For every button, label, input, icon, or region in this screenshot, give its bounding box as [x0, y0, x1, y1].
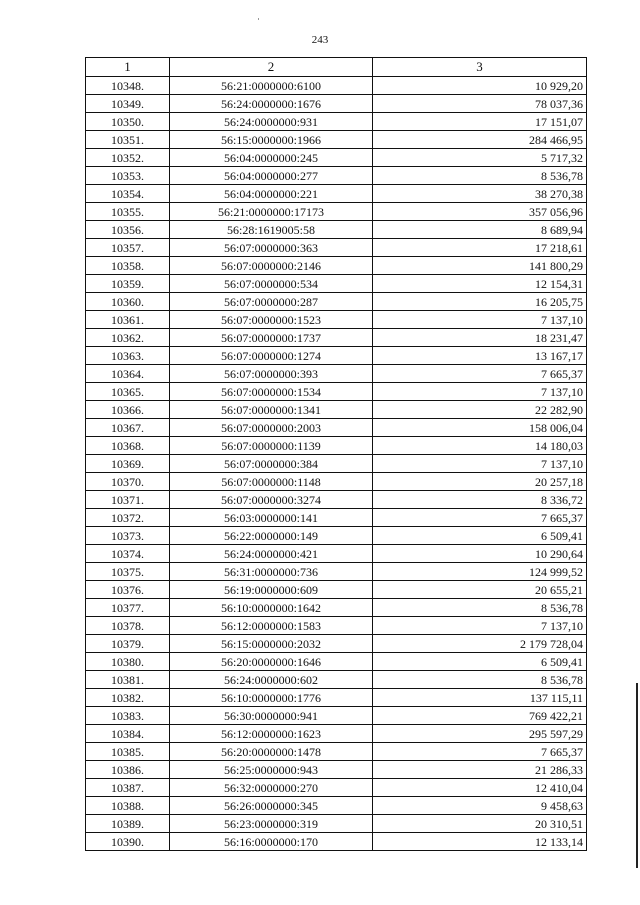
cadastral-number: 56:22:0000000:149: [170, 527, 373, 545]
amount: 8 536,78: [373, 599, 587, 617]
amount: 9 458,63: [373, 797, 587, 815]
amount: 14 180,03: [373, 437, 587, 455]
row-number: 10358.: [86, 257, 170, 275]
amount: 7 665,37: [373, 743, 587, 761]
row-number: 10381.: [86, 671, 170, 689]
amount: 17 218,61: [373, 239, 587, 257]
row-number: 10371.: [86, 491, 170, 509]
amount: 12 410,04: [373, 779, 587, 797]
row-number: 10373.: [86, 527, 170, 545]
table-row: [86, 311, 587, 329]
table-row: [86, 419, 587, 437]
table-row: [86, 761, 587, 779]
amount: 12 133,14: [373, 833, 587, 851]
amount: 20 257,18: [373, 473, 587, 491]
row-number: 10369.: [86, 455, 170, 473]
row-number: 10385.: [86, 743, 170, 761]
table-row: [86, 347, 587, 365]
table-row: [86, 671, 587, 689]
cadastral-number: 56:04:0000000:277: [170, 167, 373, 185]
cadastral-number: 56:15:0000000:2032: [170, 635, 373, 653]
row-number: 10368.: [86, 437, 170, 455]
cadastral-number: 56:07:0000000:534: [170, 275, 373, 293]
amount: 8 536,78: [373, 671, 587, 689]
amount: 16 205,75: [373, 293, 587, 311]
amount: 6 509,41: [373, 653, 587, 671]
amount: 10 929,20: [373, 77, 587, 95]
table-row: [86, 383, 587, 401]
row-number: 10363.: [86, 347, 170, 365]
amount: 7 137,10: [373, 311, 587, 329]
cadastral-number: 56:20:0000000:1646: [170, 653, 373, 671]
row-number: 10367.: [86, 419, 170, 437]
amount: 7 665,37: [373, 365, 587, 383]
row-number: 10354.: [86, 185, 170, 203]
table-row: [86, 221, 587, 239]
cadastral-number: 56:21:0000000:17173: [170, 203, 373, 221]
table-row: [86, 293, 587, 311]
table-row: [86, 257, 587, 275]
table-row: [86, 113, 587, 131]
amount: 769 422,21: [373, 707, 587, 725]
amount: 12 154,31: [373, 275, 587, 293]
row-number: 10384.: [86, 725, 170, 743]
cadastral-number: 56:19:0000000:609: [170, 581, 373, 599]
amount: 20 310,51: [373, 815, 587, 833]
amount: 158 006,04: [373, 419, 587, 437]
cadastral-number: 56:07:0000000:393: [170, 365, 373, 383]
table-row: [86, 455, 587, 473]
cadastral-number: 56:07:0000000:363: [170, 239, 373, 257]
row-number: 10390.: [86, 833, 170, 851]
row-number: 10380.: [86, 653, 170, 671]
table-row: [86, 131, 587, 149]
amount: 21 286,33: [373, 761, 587, 779]
row-number: 10383.: [86, 707, 170, 725]
row-number: 10372.: [86, 509, 170, 527]
row-number: 10389.: [86, 815, 170, 833]
column-header-3: 3: [373, 58, 587, 77]
cadastral-number: 56:28:1619005:58: [170, 221, 373, 239]
cadastral-number: 56:07:0000000:3274: [170, 491, 373, 509]
cadastral-number: 56:15:0000000:1966: [170, 131, 373, 149]
cadastral-number: 56:07:0000000:384: [170, 455, 373, 473]
row-number: 10362.: [86, 329, 170, 347]
table-row: [86, 149, 587, 167]
row-number: 10388.: [86, 797, 170, 815]
table-row: [86, 203, 587, 221]
table-row: [86, 491, 587, 509]
table-row: [86, 167, 587, 185]
amount: 7 665,37: [373, 509, 587, 527]
cadastral-number: 56:07:0000000:1148: [170, 473, 373, 491]
table-row: [86, 635, 587, 653]
cadastral-number: 56:07:0000000:1139: [170, 437, 373, 455]
row-number: 10378.: [86, 617, 170, 635]
table-row: [86, 743, 587, 761]
row-number: 10366.: [86, 401, 170, 419]
table-row: [86, 95, 587, 113]
row-number: 10350.: [86, 113, 170, 131]
row-number: 10379.: [86, 635, 170, 653]
amount: 38 270,38: [373, 185, 587, 203]
row-number: 10349.: [86, 95, 170, 113]
cadastral-number: 56:32:0000000:270: [170, 779, 373, 797]
amount: 5 717,32: [373, 149, 587, 167]
row-number: 10357.: [86, 239, 170, 257]
table-row: [86, 725, 587, 743]
row-number: 10359.: [86, 275, 170, 293]
table-row: [86, 275, 587, 293]
table-row: [86, 509, 587, 527]
table-row: [86, 833, 587, 851]
row-number: 10355.: [86, 203, 170, 221]
amount: 8 336,72: [373, 491, 587, 509]
amount: 7 137,10: [373, 617, 587, 635]
cadastral-number: 56:07:0000000:1737: [170, 329, 373, 347]
row-number: 10370.: [86, 473, 170, 491]
table-row: [86, 653, 587, 671]
table-row: [86, 239, 587, 257]
table-row: [86, 779, 587, 797]
cadastral-number: 56:10:0000000:1642: [170, 599, 373, 617]
column-header-2: 2: [170, 58, 373, 77]
cadastral-number: 56:12:0000000:1623: [170, 725, 373, 743]
header-row: [86, 58, 587, 77]
amount: 17 151,07: [373, 113, 587, 131]
cadastral-number: 56:07:0000000:2003: [170, 419, 373, 437]
cadastral-number: 56:24:0000000:421: [170, 545, 373, 563]
amount: 78 037,36: [373, 95, 587, 113]
table-row: [86, 707, 587, 725]
amount: 295 597,29: [373, 725, 587, 743]
table-row: [86, 797, 587, 815]
page-edge-mark: [636, 683, 638, 868]
cadastral-number: 56:25:0000000:943: [170, 761, 373, 779]
cadastral-number: 56:07:0000000:1523: [170, 311, 373, 329]
cadastral-number: 56:07:0000000:1534: [170, 383, 373, 401]
cadastral-number: 56:30:0000000:941: [170, 707, 373, 725]
amount: 20 655,21: [373, 581, 587, 599]
table-row: [86, 77, 587, 95]
row-number: 10353.: [86, 167, 170, 185]
row-number: 10351.: [86, 131, 170, 149]
table-row: [86, 365, 587, 383]
table-row: [86, 599, 587, 617]
cadastral-number: 56:07:0000000:1274: [170, 347, 373, 365]
amount: 10 290,64: [373, 545, 587, 563]
row-number: 10348.: [86, 77, 170, 95]
row-number: 10374.: [86, 545, 170, 563]
amount: 141 800,29: [373, 257, 587, 275]
cadastral-number: 56:20:0000000:1478: [170, 743, 373, 761]
cadastral-number: 56:04:0000000:245: [170, 149, 373, 167]
cadastral-number: 56:21:0000000:6100: [170, 77, 373, 95]
amount: 13 167,17: [373, 347, 587, 365]
row-number: 10356.: [86, 221, 170, 239]
amount: 8 689,94: [373, 221, 587, 239]
table-row: [86, 581, 587, 599]
row-number: 10375.: [86, 563, 170, 581]
cadastral-number: 56:31:0000000:736: [170, 563, 373, 581]
cadastral-number: 56:23:0000000:319: [170, 815, 373, 833]
amount: 7 137,10: [373, 383, 587, 401]
row-number: 10365.: [86, 383, 170, 401]
cadastral-number: 56:07:0000000:287: [170, 293, 373, 311]
row-number: 10376.: [86, 581, 170, 599]
table-row: [86, 527, 587, 545]
amount: 18 231,47: [373, 329, 587, 347]
cadastral-number: 56:03:0000000:141: [170, 509, 373, 527]
amount: 137 115,11: [373, 689, 587, 707]
amount: 2 179 728,04: [373, 635, 587, 653]
scan-mark: [258, 18, 259, 20]
amount: 357 056,96: [373, 203, 587, 221]
cadastral-number: 56:24:0000000:602: [170, 671, 373, 689]
row-number: 10382.: [86, 689, 170, 707]
cadastral-number: 56:24:0000000:931: [170, 113, 373, 131]
page-number: 243: [311, 34, 329, 46]
row-number: 10361.: [86, 311, 170, 329]
table-row: [86, 563, 587, 581]
table-row: [86, 185, 587, 203]
amount: 8 536,78: [373, 167, 587, 185]
data-table: [85, 57, 587, 851]
cadastral-number: 56:12:0000000:1583: [170, 617, 373, 635]
cadastral-number: 56:07:0000000:2146: [170, 257, 373, 275]
amount: 7 137,10: [373, 455, 587, 473]
table-row: [86, 329, 587, 347]
table-row: [86, 401, 587, 419]
table-row: [86, 815, 587, 833]
column-header-1: 1: [86, 58, 170, 77]
row-number: 10360.: [86, 293, 170, 311]
amount: 284 466,95: [373, 131, 587, 149]
table-row: [86, 689, 587, 707]
row-number: 10364.: [86, 365, 170, 383]
table-row: [86, 437, 587, 455]
table-row: [86, 473, 587, 491]
amount: 6 509,41: [373, 527, 587, 545]
cadastral-number: 56:16:0000000:170: [170, 833, 373, 851]
row-number: 10386.: [86, 761, 170, 779]
table-row: [86, 617, 587, 635]
row-number: 10352.: [86, 149, 170, 167]
amount: 124 999,52: [373, 563, 587, 581]
cadastral-number: 56:26:0000000:345: [170, 797, 373, 815]
amount: 22 282,90: [373, 401, 587, 419]
cadastral-number: 56:07:0000000:1341: [170, 401, 373, 419]
table-row: [86, 545, 587, 563]
row-number: 10387.: [86, 779, 170, 797]
cadastral-number: 56:24:0000000:1676: [170, 95, 373, 113]
cadastral-number: 56:10:0000000:1776: [170, 689, 373, 707]
cadastral-number: 56:04:0000000:221: [170, 185, 373, 203]
row-number: 10377.: [86, 599, 170, 617]
